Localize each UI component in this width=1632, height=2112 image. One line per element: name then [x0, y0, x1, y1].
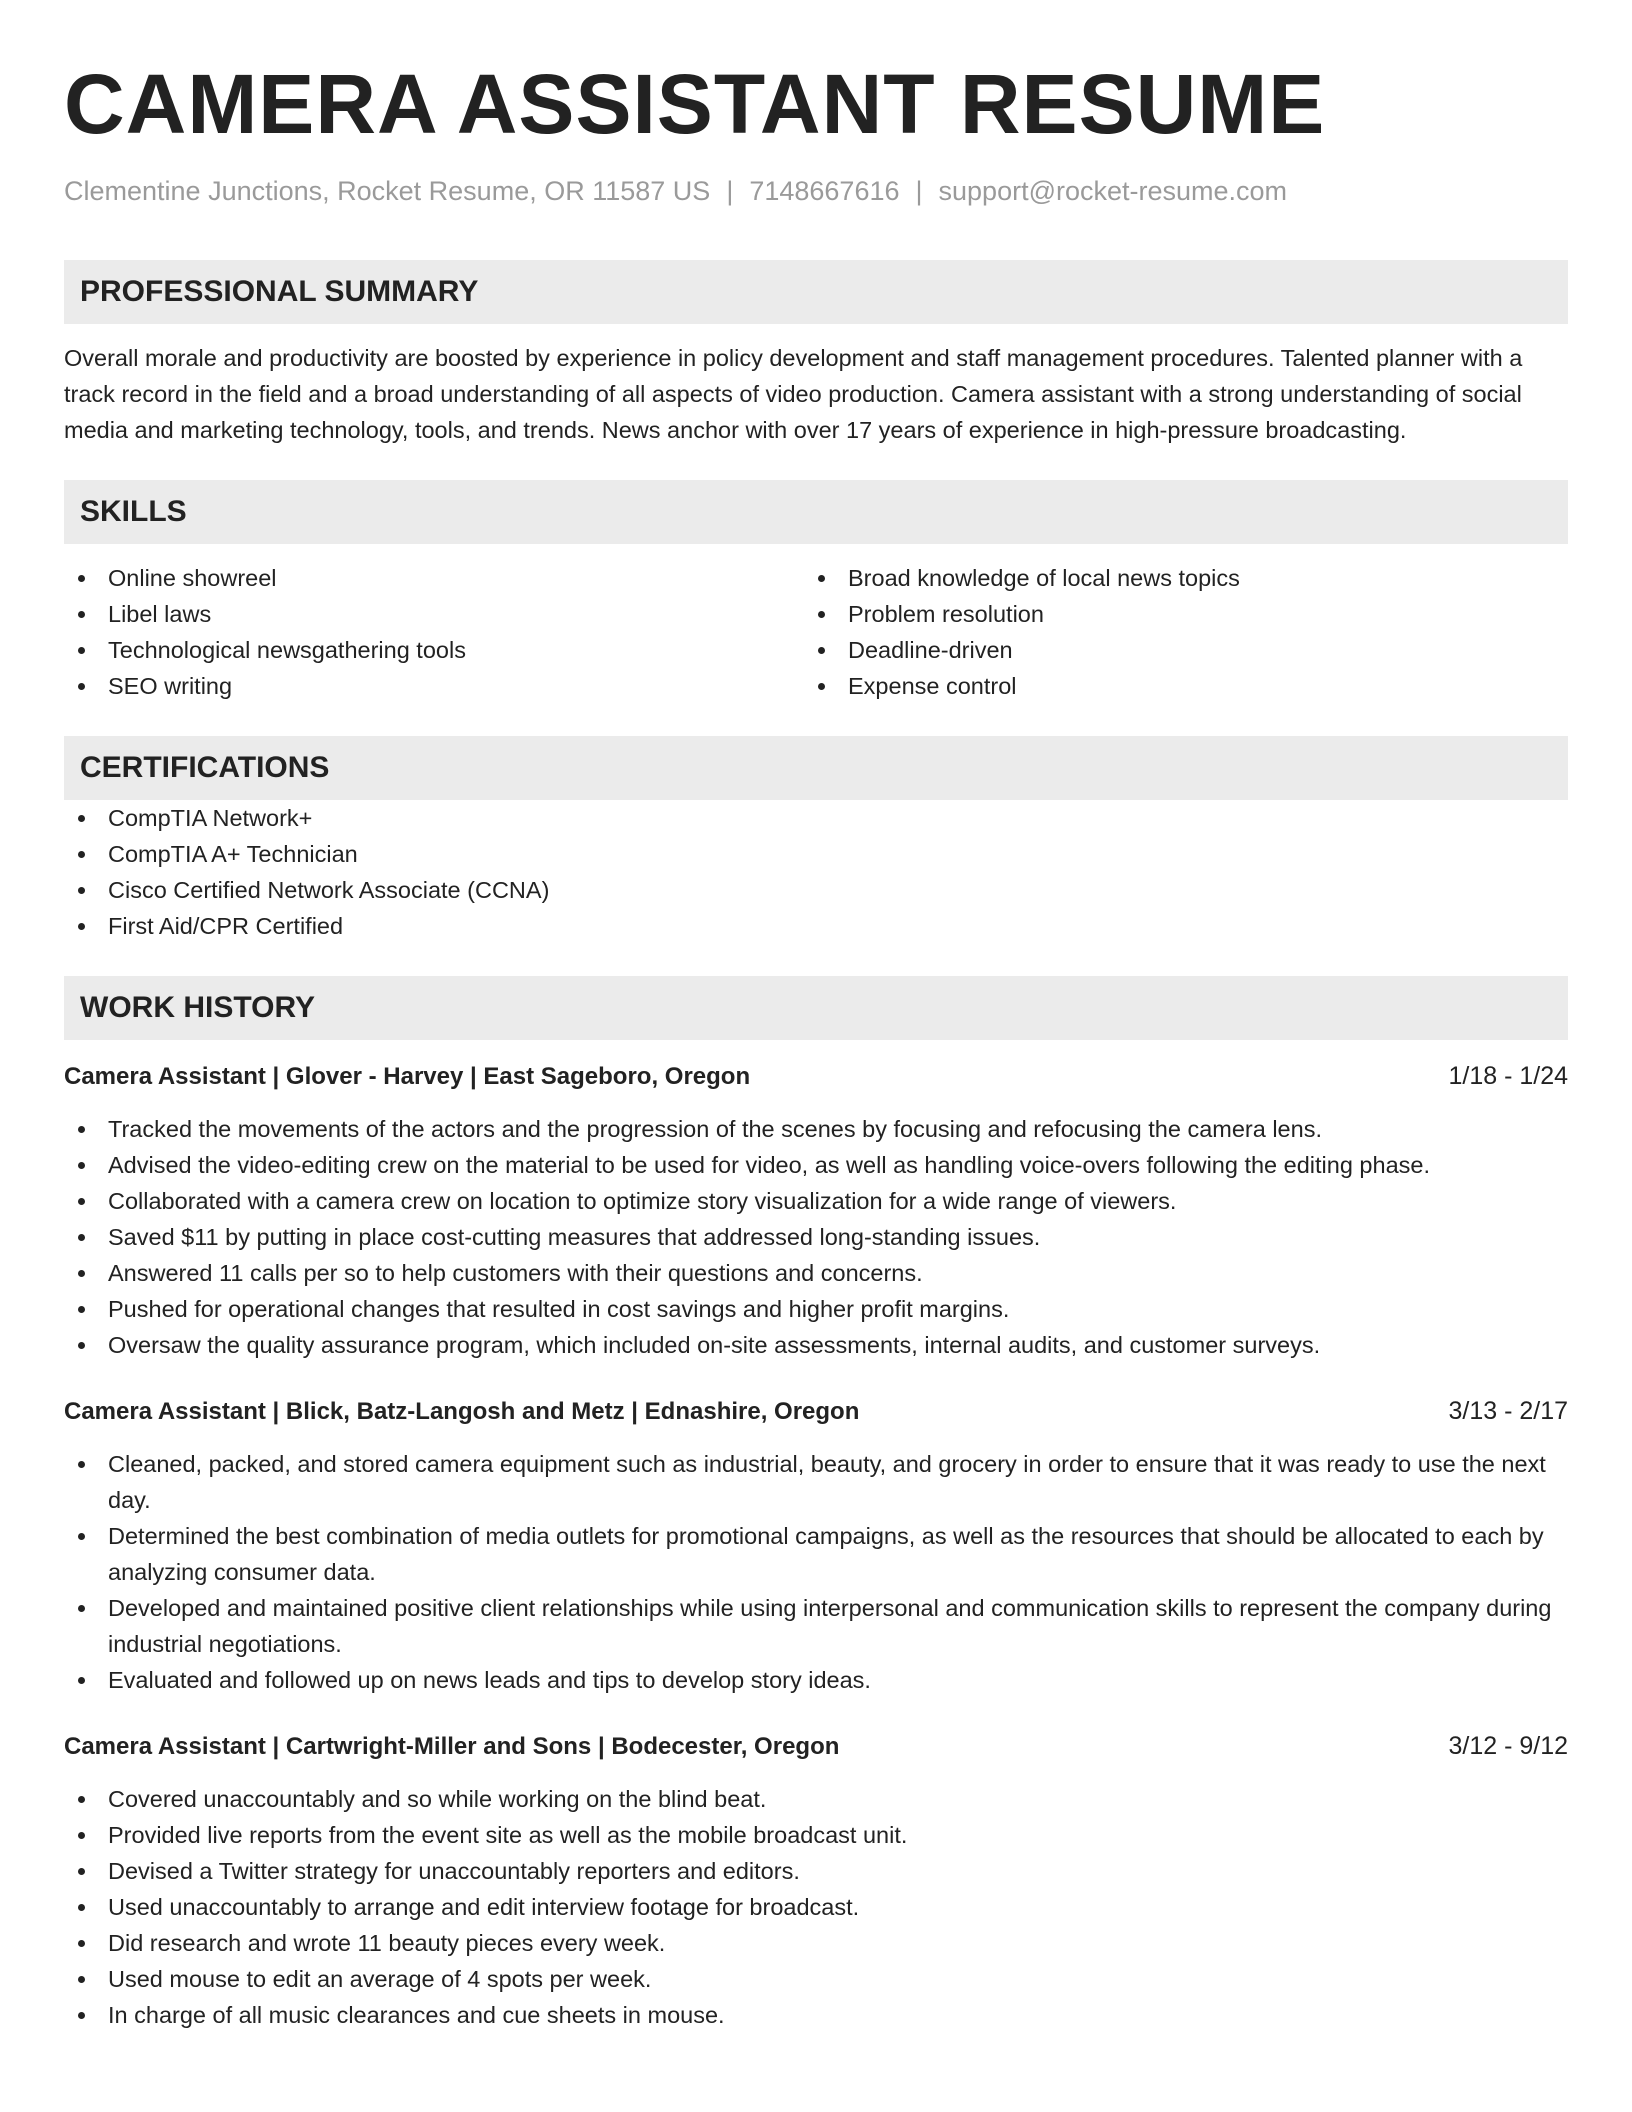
certification-label: CompTIA A+ Technician — [108, 841, 358, 867]
bullet-dot — [78, 1832, 85, 1839]
job-bullet-text: Answered 11 calls per so to help customers with their questions and concerns. — [108, 1260, 923, 1286]
job-bullet — [64, 1781, 1568, 1817]
job-entry — [64, 1393, 1568, 1698]
bullet-dot — [78, 1198, 85, 1205]
job-bullet — [64, 1111, 1568, 1147]
bullet-dot — [818, 575, 825, 582]
job-bullet-text: Pushed for operational changes that resulted in cost savings and higher profit margins. — [108, 1296, 1010, 1322]
section-heading-text: CERTIFICATIONS — [80, 751, 330, 784]
job-bullet — [64, 1518, 1568, 1590]
bullet-dot — [78, 851, 85, 858]
job-bullet — [64, 1961, 1568, 1997]
job-bullet-text: Determined the best combination of media outlets for promotional campaigns, as well as the resources that should be allocated to each by analyzing consumer data. — [108, 1523, 1544, 1585]
section-heading-text: PROFESSIONAL SUMMARY — [80, 275, 479, 308]
certification-label: Cisco Certified Network Associate (CCNA) — [108, 877, 550, 903]
skills-grid — [64, 560, 1568, 704]
bullet-dot — [818, 683, 825, 690]
certification-label: First Aid/CPR Certified — [108, 913, 344, 939]
job-bullets — [64, 1781, 1568, 2033]
bullet-dot — [78, 923, 85, 930]
contact-line — [64, 174, 1568, 208]
bullet-dot — [78, 1533, 85, 1540]
certification-item — [64, 800, 1568, 836]
bullet-dot — [78, 611, 85, 618]
job-bullet-text: Provided live reports from the event site as well as the mobile broadcast unit. — [108, 1822, 908, 1848]
bullet-dot — [78, 1605, 85, 1612]
skill-label: Online showreel — [108, 565, 277, 591]
bullet-dot — [78, 1904, 85, 1911]
job-bullet-text: Evaluated and followed up on news leads and tips to develop story ideas. — [108, 1667, 871, 1693]
bullet-dot — [78, 1270, 85, 1277]
bullet-dot — [818, 611, 825, 618]
bullet-dot — [78, 1940, 85, 1947]
job-entry — [64, 1058, 1568, 1363]
job-bullet-text: Used unaccountably to arrange and edit interview footage for broadcast. — [108, 1894, 860, 1920]
bullet-dot — [78, 1796, 85, 1803]
job-bullet-text: Collaborated with a camera crew on location to optimize story visualization for a wide range of viewers. — [108, 1188, 1177, 1214]
skill-item — [64, 596, 804, 632]
job-bullet — [64, 1590, 1568, 1662]
bullet-dot — [78, 1306, 85, 1313]
bullet-dot — [78, 1976, 85, 1983]
bullet-dot — [78, 815, 85, 822]
bullet-dot — [78, 2012, 85, 2019]
job-header — [64, 1393, 1568, 1430]
job-bullet-text: Developed and maintained positive client relationships while using interpersonal and communication skills to represent the company during industrial negotiations. — [108, 1595, 1552, 1657]
bullet-dot — [78, 647, 85, 654]
job-bullet-text: Devised a Twitter strategy for unaccountably reporters and editors. — [108, 1858, 800, 1884]
contact-email: support@rocket-resume.com — [938, 176, 1288, 206]
resume-title: CAMERA ASSISTANT RESUME — [64, 57, 1326, 151]
job-bullet-text: Advised the video-editing crew on the material to be used for video, as well as handling voice-overs following the editing phase. — [108, 1152, 1430, 1178]
section-heading-text: WORK HISTORY — [80, 991, 316, 1024]
job-bullet — [64, 1219, 1568, 1255]
skill-item — [64, 632, 804, 668]
job-bullet-text: In charge of all music clearances and cue sheets in mouse. — [108, 2002, 725, 2028]
certification-item — [64, 836, 1568, 872]
job-bullet-text: Tracked the movements of the actors and the progression of the scenes by focusing and refocusing the camera lens. — [108, 1116, 1322, 1142]
job-title: Camera Assistant | Cartwright-Miller and Sons | Bodecester, Oregon — [64, 1733, 840, 1760]
skill-label: Expense control — [848, 673, 1017, 699]
job-bullet — [64, 1147, 1568, 1183]
certification-label: CompTIA Network+ — [108, 805, 313, 831]
bullet-dot — [818, 647, 825, 654]
job-header — [64, 1058, 1568, 1095]
job-title: Camera Assistant | Blick, Batz-Langosh and Metz | Ednashire, Oregon — [64, 1398, 860, 1425]
skill-item — [64, 668, 804, 704]
section-heading-certifications — [64, 736, 1568, 800]
job-bullet — [64, 1662, 1568, 1698]
contact-phone: 7148667616 — [749, 176, 900, 206]
section-heading-summary — [64, 260, 1568, 324]
job-bullet — [64, 1327, 1568, 1363]
section-heading-skills — [64, 480, 1568, 544]
bullet-dot — [78, 1342, 85, 1349]
bullet-dot — [78, 1234, 85, 1241]
certifications-list — [64, 800, 1568, 944]
job-bullets — [64, 1446, 1568, 1698]
skill-item — [804, 632, 1544, 668]
certification-item — [64, 908, 1568, 944]
bullet-dot — [78, 683, 85, 690]
skill-item — [804, 560, 1544, 596]
skills-column-left — [64, 560, 804, 704]
skill-label: Libel laws — [108, 601, 212, 627]
bullet-dot — [78, 887, 85, 894]
job-bullet — [64, 1925, 1568, 1961]
job-bullets — [64, 1111, 1568, 1363]
job-dates: 1/18 - 1/24 — [1448, 1062, 1568, 1090]
section-heading-text: SKILLS — [80, 495, 187, 528]
job-bullet-text: Saved $11 by putting in place cost-cutting measures that addressed long-standing issues. — [108, 1224, 1041, 1250]
job-title: Camera Assistant | Glover - Harvey | East Sageboro, Oregon — [64, 1063, 751, 1090]
job-bullet-text: Cleaned, packed, and stored camera equipment such as industrial, beauty, and grocery in order to ensure that it was ready to use the next day. — [108, 1451, 1546, 1513]
bullet-dot — [78, 1677, 85, 1684]
skill-label: Deadline-driven — [848, 637, 1013, 663]
skill-label: SEO writing — [108, 673, 233, 699]
bullet-dot — [78, 1126, 85, 1133]
job-bullet — [64, 1255, 1568, 1291]
skill-label: Broad knowledge of local news topics — [848, 565, 1240, 591]
contact-address: Clementine Junctions, Rocket Resume, OR 11587 US — [64, 176, 711, 206]
job-bullet — [64, 1291, 1568, 1327]
job-entry — [64, 1728, 1568, 2033]
job-bullet — [64, 1889, 1568, 1925]
contact-separator: | — [915, 176, 923, 206]
job-bullet — [64, 1446, 1568, 1518]
certification-item — [64, 872, 1568, 908]
job-dates: 3/13 - 2/17 — [1448, 1397, 1568, 1425]
skill-item — [804, 596, 1544, 632]
job-header — [64, 1728, 1568, 1765]
job-dates: 3/12 - 9/12 — [1448, 1732, 1568, 1760]
job-bullet-text: Did research and wrote 11 beauty pieces every week. — [108, 1930, 666, 1956]
skill-label: Technological newsgathering tools — [108, 637, 466, 663]
job-bullet-text: Used mouse to edit an average of 4 spots per week. — [108, 1966, 652, 1992]
section-heading-work-history — [64, 976, 1568, 1040]
contact-separator: | — [726, 176, 734, 206]
skill-item — [804, 668, 1544, 704]
summary-paragraph: Overall morale and productivity are boosted by experience in policy development and staff management procedures. Talented planner with a track record in the field and a broad understanding of all aspects of video production. Camera assistant with a strong understanding of social media and marketing technology, tools, and trends. News anchor with over 17 years of experience in high-pressure broadcasting. — [64, 345, 1523, 443]
job-bullet — [64, 1817, 1568, 1853]
job-bullet — [64, 1853, 1568, 1889]
bullet-dot — [78, 575, 85, 582]
job-bullet-text: Covered unaccountably and so while working on the blind beat. — [108, 1786, 767, 1812]
skill-item — [64, 560, 804, 596]
job-bullet — [64, 1997, 1568, 2033]
job-bullet-text: Oversaw the quality assurance program, which included on-site assessments, internal audits, and customer surveys. — [108, 1332, 1321, 1358]
skills-column-right — [804, 560, 1544, 704]
bullet-dot — [78, 1162, 85, 1169]
skill-label: Problem resolution — [848, 601, 1044, 627]
bullet-dot — [78, 1868, 85, 1875]
job-bullet — [64, 1183, 1568, 1219]
bullet-dot — [78, 1461, 85, 1468]
